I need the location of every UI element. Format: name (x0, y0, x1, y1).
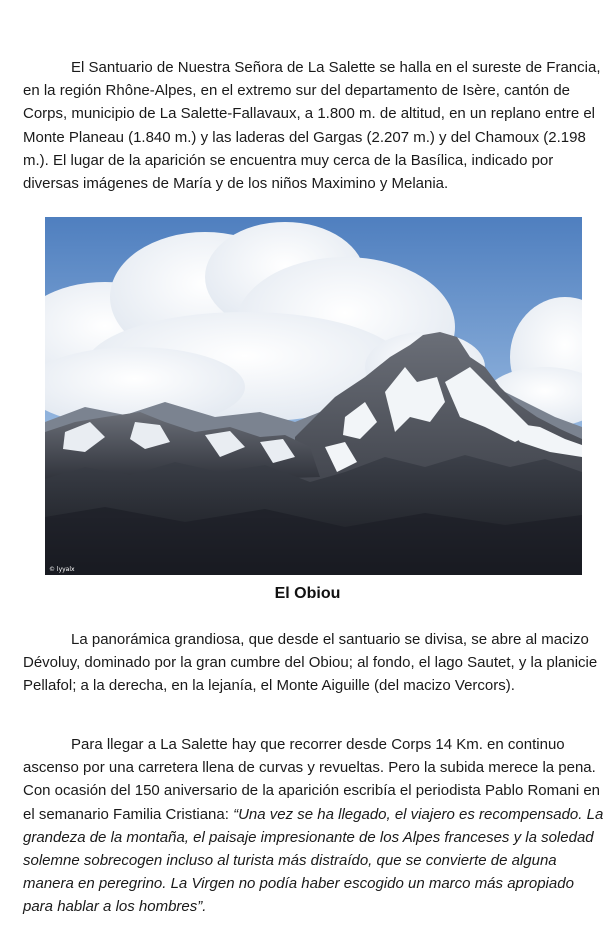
panorama-paragraph (23, 628, 608, 698)
panorama-paragraph-text: La panorámica grandiosa, que desde el santuario se divisa, se abre al macizo Dévoluy, dominado por la gran cumbre del Obiou; al fondo, el lago Sautet, y la planicie Pellafol; a la derecha, en la lejanía, el Monte Aiguille (del macizo Vercors). (23, 631, 598, 695)
access-paragraph-text: Para llegar a La Salette hay que recorrer desde Corps 14 Km. en continuo ascenso por una carretera llena de curvas y revueltas. Pero la subida merece la pena. Con ocasión del 150 aniversario de la aparición escribía el periodista Pablo Romani en el semanario Familia Cristiana: (23, 736, 601, 823)
access-paragraph (23, 733, 608, 919)
intro-paragraph-text: El Santuario de Nuestra Señora de La Salette se halla en el sureste de Francia, en la región Rhône-Alpes, en el extremo sur del departamento de Isère, cantón de Corps, municipio de La Salette-Fallavaux, a 1.800 m. de altitud, en un replano entre el Monte Planeau (1.840 m.) y las laderas del Gargas (2.207 m.) y del Chamoux (2.198 m.). El lugar de la aparición se encuentra muy cerca de la Basílica, indicado por diversas imágenes de María y de los niños Maximino y Melania. (23, 59, 601, 193)
photo-credit: © lyyalx (49, 566, 75, 573)
photo-caption: El Obiou (274, 585, 341, 602)
intro-paragraph (23, 56, 608, 195)
mountain-photo (45, 217, 582, 575)
romani-quote: “Una vez se ha llegado, el viajero es recompensado. La grandeza de la montaña, el paisaje impresionante de los Alpes franceses y la soledad solemne sobrecogen incluso al turista más distraído, que se convierte de alguna manera en peregrino. La Virgen no podía haber escogido un marco más apropiado para hablar a los hombres”. (23, 805, 604, 916)
